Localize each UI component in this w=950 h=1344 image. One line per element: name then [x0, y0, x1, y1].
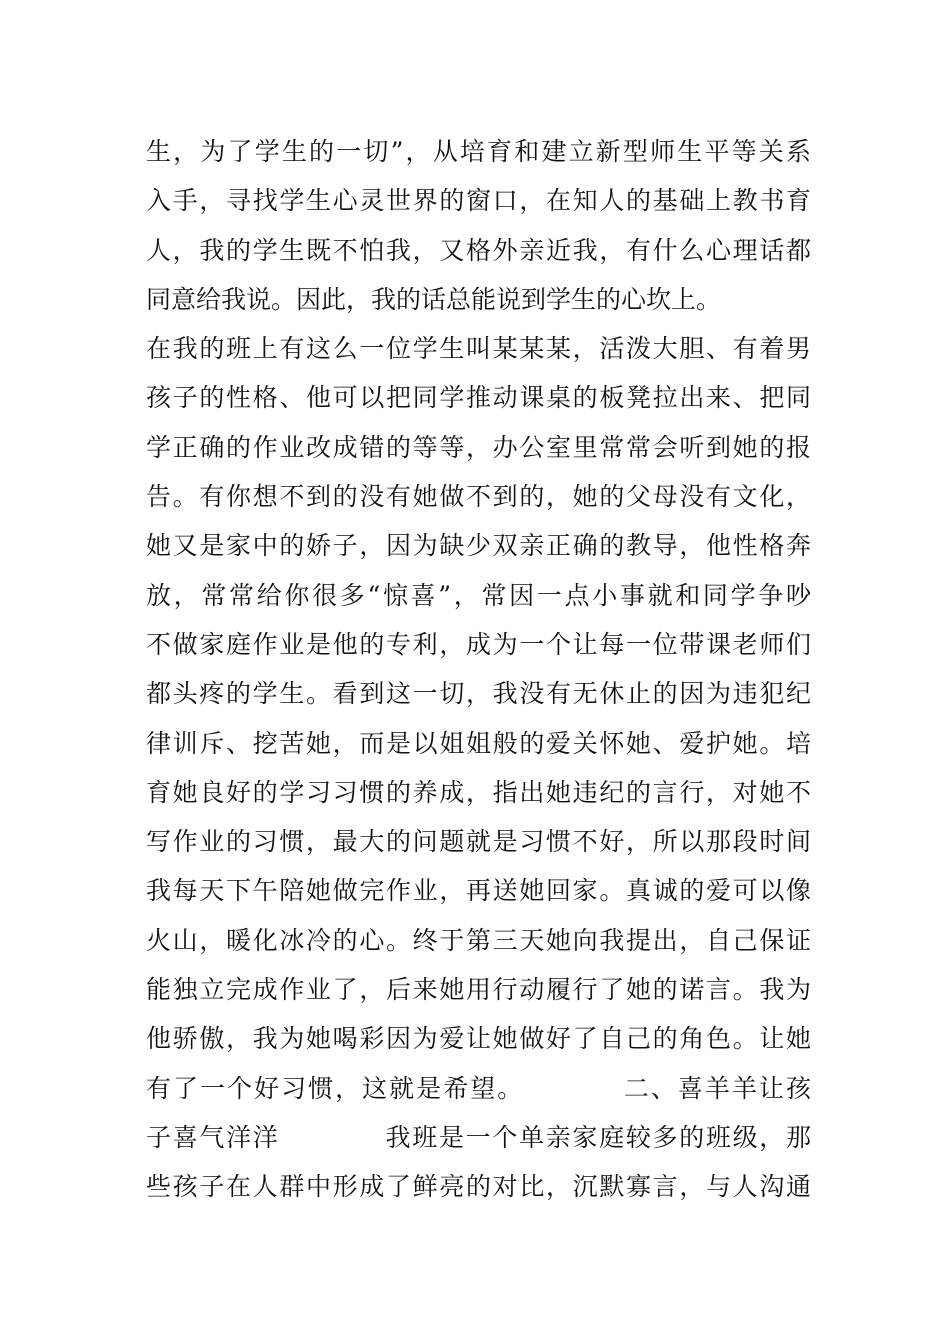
- text-line-12: 都头疼的学生。看到这一切，我没有无休止的因为违犯纪: [146, 679, 811, 709]
- text-line-11: 不做家庭作业是他的专利，成为一个让每一位带课老师们: [146, 629, 811, 659]
- text-line-4: 同意给我说。因此，我的话总能说到学生的心坎上。: [146, 284, 722, 314]
- text-line-10: 放，常常给你很多“惊喜”，常因一点小事就和同学争吵: [146, 580, 811, 610]
- text-line-2: 入手，寻找学生心灵世界的窗口，在知人的基础上教书育: [146, 186, 811, 216]
- text-line-5: 在我的班上有这么一位学生叫某某某，活泼大胆、有着男: [146, 334, 811, 364]
- text-line-14: 育她良好的学习习惯的养成，指出她违纪的言行，对她不: [146, 777, 811, 807]
- text-line-17: 火山，暖化冰冷的心。终于第三天她向我提出，自己保证: [146, 925, 811, 955]
- text-line-16: 我每天下午陪她做完作业，再送她回家。真诚的爱可以像: [146, 876, 811, 906]
- text-line-1: 生，为了学生的一切”，从培育和建立新型师生平等关系: [146, 137, 811, 166]
- text-line-8: 告。有你想不到的没有她做不到的，她的父母没有文化，: [146, 482, 811, 512]
- text-line-20: 有了一个好习惯，这就是希望。 二、喜羊羊让孩: [146, 1073, 811, 1103]
- text-line-7: 学正确的作业改成错的等等，办公室里常常会听到她的报: [146, 432, 811, 462]
- text-line-9: 她又是家中的娇子，因为缺少双亲正确的教导，他性格奔: [146, 531, 811, 561]
- text-line-13: 律训斥、挖苦她，而是以姐姐般的爱关怀她、爱护她。培: [146, 728, 811, 758]
- text-line-21: 子喜气洋洋 我班是一个单亲家庭较多的班级，那: [146, 1122, 811, 1152]
- text-line-22: 些孩子在人群中形成了鲜亮的对比，沉默寡言，与人沟通: [146, 1172, 811, 1202]
- text-line-18: 能独立完成作业了，后来她用行动履行了她的诺言。我为: [146, 975, 811, 1005]
- text-line-19: 他骄傲，我为她喝彩因为爱让她做好了自己的角色。让她: [146, 1024, 811, 1054]
- text-line-6: 孩子的性格、他可以把同学推动课桌的板凳拉出来、把同: [146, 383, 811, 413]
- body-text: [146, 127, 811, 1212]
- text-line-15: 写作业的习惯，最大的问题就是习惯不好，所以那段时间: [146, 827, 811, 857]
- text-line-3: 人，我的学生既不怕我，又格外亲近我，有什么心理话都: [146, 235, 811, 265]
